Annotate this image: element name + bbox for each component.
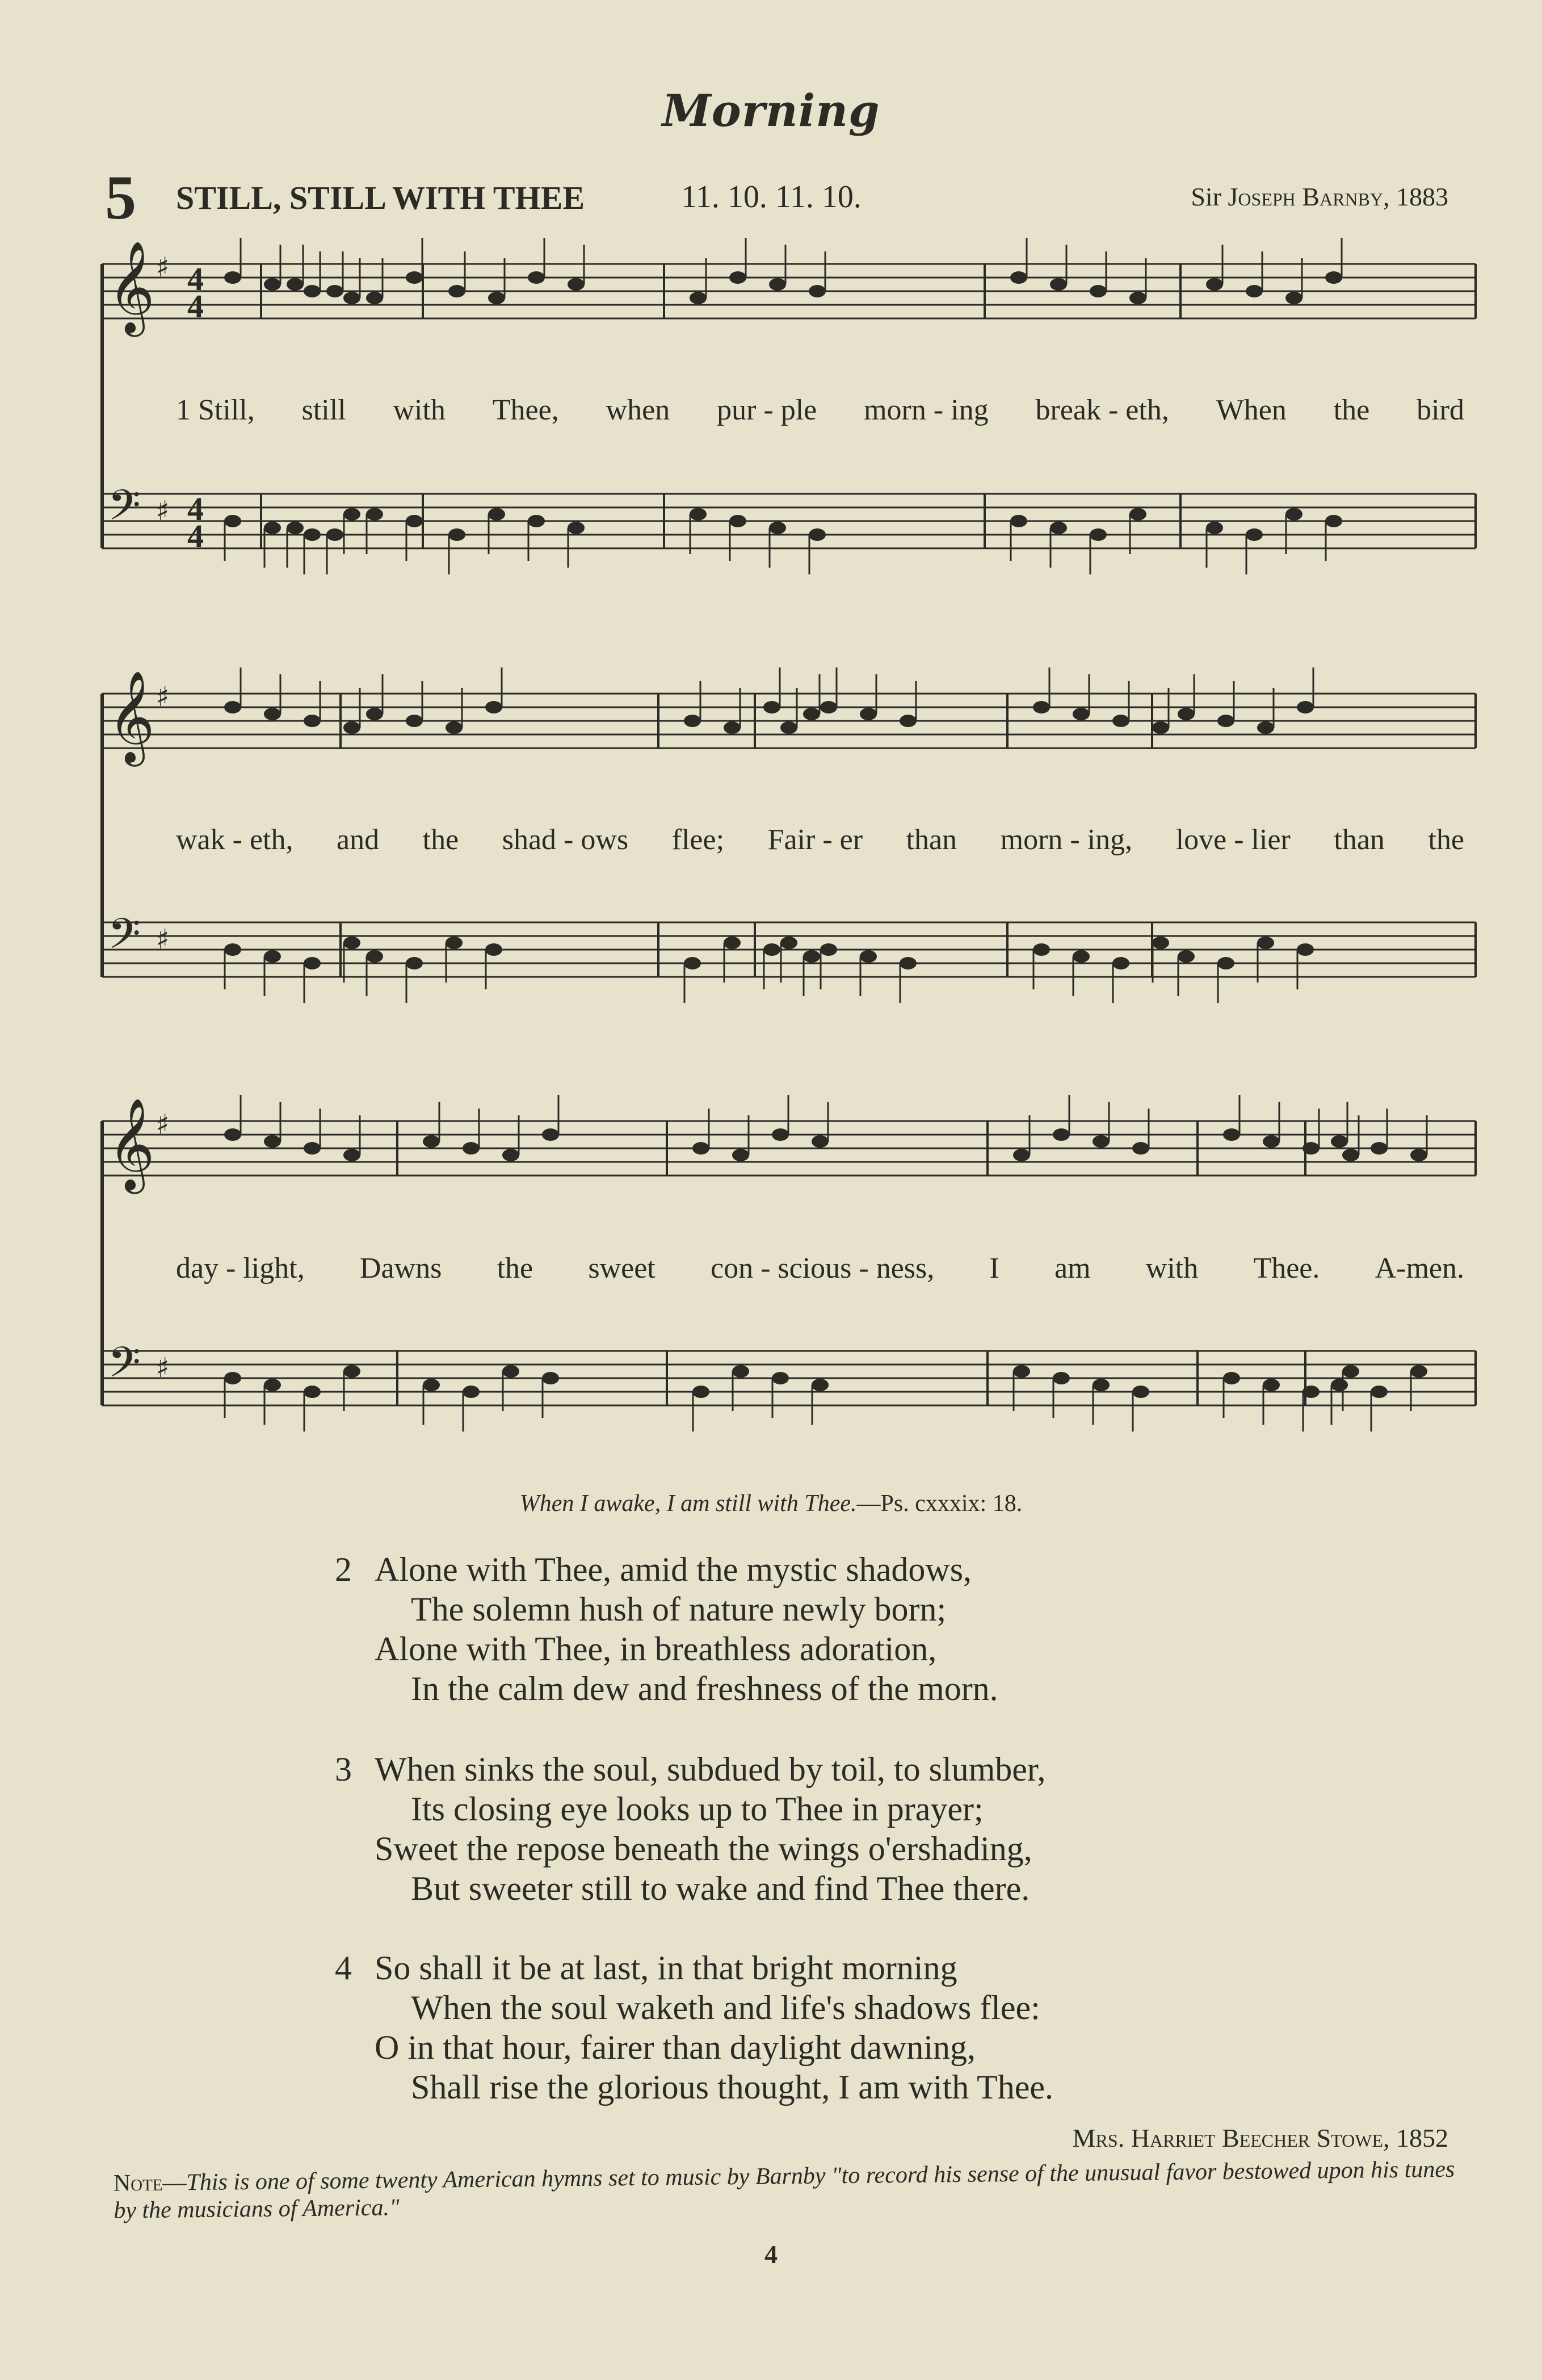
lyrics-line-2 [176,823,1464,857]
note-head [1152,721,1169,734]
key-signature-sharp: ♯ [156,1109,170,1140]
note-head [1371,1142,1388,1155]
note-head [1050,278,1067,291]
note-head [326,528,343,541]
note-head [1331,1379,1348,1391]
note-head [343,721,360,734]
note-head [542,1128,559,1141]
lyric-syllable: than [1334,824,1385,856]
lyric-syllable: the [422,824,459,856]
lyric-syllable: morn - ing [864,394,989,426]
lyric-syllable: the [1428,824,1464,856]
note-head [772,1128,789,1141]
stanza-line: So shall it be at last, in that bright morning [375,1949,957,1987]
note-head [528,515,545,527]
note-head [343,508,360,521]
note-head [780,937,797,949]
stanza-number: 4 [335,1949,352,1987]
note-head [1285,292,1302,304]
stanza-line: When the soul waketh and life's shadows flee: [411,1989,1040,2026]
lyric-syllable: break - eth, [1035,394,1169,426]
note-head [463,1142,480,1155]
note-head [264,278,281,291]
hymn-author: Mrs. Harriet Beecher Stowe, 1852 [1072,2123,1448,2152]
note-head [502,1365,519,1378]
note-head [1246,285,1263,297]
lyric-syllable: with [393,394,446,426]
note-head [763,701,780,713]
note-head [1033,943,1050,956]
lyric-syllable: I [989,1252,999,1285]
note-head [1013,1365,1030,1378]
lyric-syllable: A-men. [1375,1252,1464,1285]
note-head [900,957,917,969]
note-head [724,937,741,949]
lyrics-line-3 [176,1252,1464,1285]
note-head [1206,278,1223,291]
note-head [406,271,423,284]
lyric-syllable: wak - eth, [176,824,293,856]
note-head [304,957,321,969]
lyric-syllable: sweet [588,1252,656,1285]
lyric-syllable: pur - ple [717,394,817,426]
note-head [1263,1135,1280,1148]
note-head [772,1372,789,1384]
lyric-syllable: shad - ows [502,824,629,856]
note-head [724,721,741,734]
note-head [568,278,585,291]
note-head [860,950,877,963]
note-head [366,508,383,521]
note-head [502,1149,519,1161]
stanza-3 [335,1749,1046,1908]
note-head [1093,1135,1110,1148]
key-signature-sharp: ♯ [156,681,170,713]
note-head [729,515,746,527]
note-head [1223,1372,1240,1384]
stanza-4 [335,1948,1054,2107]
note-head [1342,1365,1359,1378]
note-head [343,1365,360,1378]
lyric-syllable: Fair - er [767,824,863,856]
note-head [264,1135,281,1148]
note-head [1073,708,1090,720]
lyric-syllable: morn - ing, [1000,824,1133,856]
note-head [1410,1149,1427,1161]
time-signature-bottom: 4 [187,288,204,325]
note-head [763,943,780,956]
note-head [1331,1135,1348,1148]
note-head [264,950,281,963]
note-head [406,957,423,969]
bass-clef: 𝄢 [108,909,141,969]
treble-clef: 𝄞 [108,670,155,763]
note-head [304,715,321,727]
note-head [803,950,820,963]
note-head [1302,1142,1320,1155]
lyric-syllable: am [1054,1252,1091,1285]
note-head [1297,701,1314,713]
stanza-line: But sweeter still to wake and find Thee there. [411,1870,1030,1907]
note-head [304,528,321,541]
note-head [446,721,463,734]
note-head [684,715,701,727]
scripture-citation: —Ps. cxxxix: 18. [856,1491,1023,1517]
lyric-syllable: the [497,1252,533,1285]
key-signature-sharp: ♯ [156,924,170,955]
hymn-meter: 11. 10. 11. 10. [681,179,862,215]
note-head [1050,522,1067,534]
note-head [224,515,241,527]
bass-clef: 𝄢 [108,481,141,540]
stanza-line: The solemn hush of nature newly born; [411,1590,947,1628]
treble-clef: 𝄞 [108,241,155,333]
scripture-quote: When I awake, I am still with Thee. [519,1491,857,1517]
stanza-line: When sinks the soul, subdued by toil, to slumber, [375,1751,1046,1788]
note-head [224,1372,241,1384]
note-head [224,943,241,956]
note-head [812,1135,829,1148]
note-head [692,1386,709,1398]
footnote-lead: Note— [113,2169,187,2197]
note-head [1129,508,1146,521]
note-head [1371,1386,1388,1398]
lyric-syllable: than [906,824,957,856]
key-signature-sharp: ♯ [156,251,170,283]
note-head [1090,285,1107,297]
note-head [423,1379,440,1391]
note-head [1112,715,1129,727]
note-head [448,528,465,541]
key-signature-sharp: ♯ [156,495,170,527]
note-head [1410,1365,1427,1378]
key-signature-sharp: ♯ [156,1352,170,1384]
note-head [820,701,837,713]
note-head [366,708,383,720]
lyric-syllable: and [337,824,380,856]
lyric-syllable: bird [1417,394,1464,426]
note-head [366,950,383,963]
note-head [692,1142,709,1155]
note-head [488,292,505,304]
note-head [446,937,463,949]
note-head [287,522,304,534]
scripture-reference [0,1490,1542,1517]
note-head [1302,1386,1320,1398]
footnote [114,2155,1482,2224]
note-head [1217,715,1234,727]
stanza-line: Alone with Thee, in breathless adoration, [375,1630,937,1668]
note-head [1325,515,1342,527]
note-head [406,715,423,727]
note-head [485,943,502,956]
note-head [690,292,707,304]
note-head [812,1379,829,1391]
note-head [684,957,701,969]
lyric-syllable: love - lier [1175,824,1291,856]
note-head [1033,701,1050,713]
lyric-syllable: Thee. [1253,1252,1320,1285]
note-head [820,943,837,956]
note-head [1073,950,1090,963]
note-head [1246,528,1263,541]
note-head [287,278,304,291]
note-head [1093,1379,1110,1391]
stanza-line: Alone with Thee, amid the mystic shadows, [375,1551,972,1588]
time-signature-bottom: 4 [187,518,204,555]
note-head [1178,708,1195,720]
lyric-syllable: the [1333,394,1370,426]
note-head [1152,937,1169,949]
lyric-syllable: when [606,394,670,426]
note-head [264,522,281,534]
note-head [1053,1128,1070,1141]
hymn-number: 5 [105,163,136,232]
note-head [304,285,321,297]
note-head [463,1386,480,1398]
stanza-number: 3 [335,1751,352,1788]
note-head [1010,515,1027,527]
lyric-syllable: still [301,394,346,426]
note-head [448,285,465,297]
note-head [224,701,241,713]
stanza-number: 2 [335,1551,352,1588]
footnote-text: This is one of some twenty American hymns set to music by Barnby "to record his sense of the unusual favor bestowed upon his tunes by the musicians of America." [114,2156,1455,2224]
note-head [343,1149,360,1161]
note-head [304,1142,321,1155]
note-head [485,701,502,713]
lyric-syllable: Thee, [492,394,559,426]
note-head [690,508,707,521]
note-head [809,285,826,297]
note-head [1206,522,1223,534]
composer-prefix: Sir [1191,182,1222,211]
time-signature-top: 4 [187,261,204,297]
lyrics-line-1 [176,393,1464,427]
note-head [729,271,746,284]
section-title: Morning [662,85,880,137]
note-head [1342,1149,1359,1161]
note-head [1112,957,1129,969]
note-head [1178,950,1195,963]
note-head [1263,1379,1280,1391]
note-head [1053,1372,1070,1384]
note-head [224,271,241,284]
note-head [1129,292,1146,304]
stanza-line: Sweet the repose beneath the wings o'ershading, [375,1830,1032,1867]
note-head [769,278,786,291]
note-head [769,522,786,534]
note-head [780,721,797,734]
stanza-line: In the calm dew and freshness of the morn. [411,1670,998,1707]
page-number: 4 [764,2240,778,2269]
note-head [1325,271,1342,284]
note-head [406,515,423,527]
note-head [1285,508,1302,521]
note-head [809,528,826,541]
time-signature-top: 4 [187,490,204,527]
note-head [1257,721,1274,734]
note-head [568,522,585,534]
hymn-title: STILL, STILL WITH THEE [176,179,585,216]
note-head [224,1128,241,1141]
note-head [542,1372,559,1384]
note-head [732,1149,749,1161]
note-head [423,1135,440,1148]
note-head [1132,1386,1149,1398]
lyric-syllable: flee; [671,824,725,856]
note-head [1223,1128,1240,1141]
note-head [343,937,360,949]
note-head [1257,937,1274,949]
note-head [304,1386,321,1398]
lyric-syllable: Dawns [359,1252,442,1285]
note-head [1297,943,1314,956]
stanza-line: Its closing eye looks up to Thee in prayer; [411,1790,984,1828]
stanza-line: Shall rise the glorious thought, I am with Thee. [411,2068,1054,2106]
note-head [1132,1142,1149,1155]
note-head [264,708,281,720]
note-head [366,292,383,304]
lyric-syllable: with [1145,1252,1199,1285]
stanza-line: O in that hour, fairer than daylight dawning, [375,2029,976,2066]
note-head [1010,271,1027,284]
note-head [1090,528,1107,541]
note-head [326,285,343,297]
note-head [1013,1149,1030,1161]
lyric-syllable: When [1216,394,1287,426]
note-head [1217,957,1234,969]
note-head [860,708,877,720]
composer-name: Joseph Barnby, 1883 [1228,182,1448,211]
note-head [732,1365,749,1378]
note-head [900,715,917,727]
note-head [343,292,360,304]
lyric-syllable: con - scious - ness, [710,1252,935,1285]
treble-clef: 𝄞 [108,1098,155,1190]
note-head [488,508,505,521]
note-head [264,1379,281,1391]
note-head [528,271,545,284]
note-head [803,708,820,720]
bass-clef: 𝄢 [108,1338,141,1397]
lyric-syllable: day - light, [176,1252,305,1285]
stanza-2 [335,1550,998,1709]
lyric-syllable: 1 Still, [176,394,255,426]
